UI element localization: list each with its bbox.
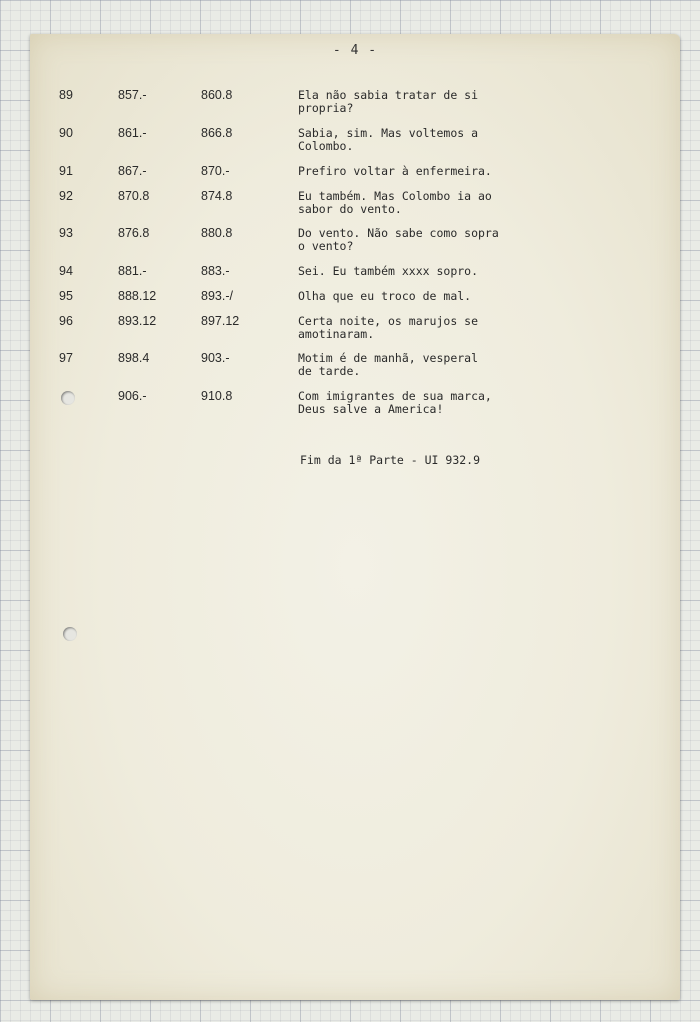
entry-number: 90 bbox=[59, 126, 73, 140]
entry-time-out: 870.- bbox=[201, 164, 230, 178]
entry-time-out: 860.8 bbox=[201, 88, 233, 102]
entry-time-out: 897.12 bbox=[201, 314, 240, 328]
entry-number: 89 bbox=[59, 88, 73, 102]
entry-text: Motim é de manhã, vesperal de tarde. bbox=[298, 351, 479, 378]
entry-number: 93 bbox=[59, 226, 73, 240]
entry-time-in: 870.8 bbox=[118, 189, 150, 203]
page-number: - 4 - bbox=[332, 43, 378, 58]
entry-time-in: 898.4 bbox=[118, 351, 150, 365]
entry-time-out: 883.- bbox=[201, 264, 230, 278]
entry-time-out: 893.-/ bbox=[201, 289, 233, 303]
entry-time-out: 880.8 bbox=[201, 226, 233, 240]
entry-text: Ela não sabia tratar de si propria? bbox=[298, 88, 479, 115]
entry-text: Prefiro voltar à enfermeira. bbox=[298, 164, 492, 178]
entry-number: 96 bbox=[59, 314, 73, 328]
entry-text: Certa noite, os marujos se amotinaram. bbox=[298, 314, 479, 341]
entry-number: 91 bbox=[59, 164, 73, 178]
entry-time-in: 857.- bbox=[118, 88, 147, 102]
entry-time-out: 874.8 bbox=[201, 189, 233, 203]
entry-number: 94 bbox=[59, 264, 73, 278]
entry-time-in: 867.- bbox=[118, 164, 147, 178]
entry-time-in: 861.- bbox=[118, 126, 147, 140]
document-page bbox=[30, 34, 680, 1000]
punch-hole bbox=[63, 627, 77, 641]
entry-time-in: 876.8 bbox=[118, 226, 150, 240]
entry-text: Sei. Eu também xxxx sopro. bbox=[298, 264, 479, 278]
punch-hole bbox=[61, 391, 75, 405]
entry-text: Olha que eu troco de mal. bbox=[298, 289, 472, 303]
entry-time-in: 881.- bbox=[118, 264, 147, 278]
entry-time-in: 906.- bbox=[118, 389, 147, 403]
entry-time-out: 903.- bbox=[201, 351, 230, 365]
entry-text: Eu também. Mas Colombo ia ao sabor do vento. bbox=[298, 189, 492, 216]
entry-number: 95 bbox=[59, 289, 73, 303]
entry-time-out: 866.8 bbox=[201, 126, 233, 140]
entry-time-out: 910.8 bbox=[201, 389, 233, 403]
entry-time-in: 893.12 bbox=[118, 314, 157, 328]
part-end-note: Fim da 1ª Parte - UI 932.9 bbox=[300, 453, 481, 467]
entry-text: Do vento. Não sabe como sopra o vento? bbox=[298, 226, 499, 253]
entry-text: Com imigrantes de sua marca, Deus salve a America! bbox=[298, 389, 492, 416]
entry-text: Sabia, sim. Mas voltemos a Colombo. bbox=[298, 126, 479, 153]
entry-number: 97 bbox=[59, 351, 73, 365]
entry-time-in: 888.12 bbox=[118, 289, 157, 303]
entry-number: 92 bbox=[59, 189, 73, 203]
